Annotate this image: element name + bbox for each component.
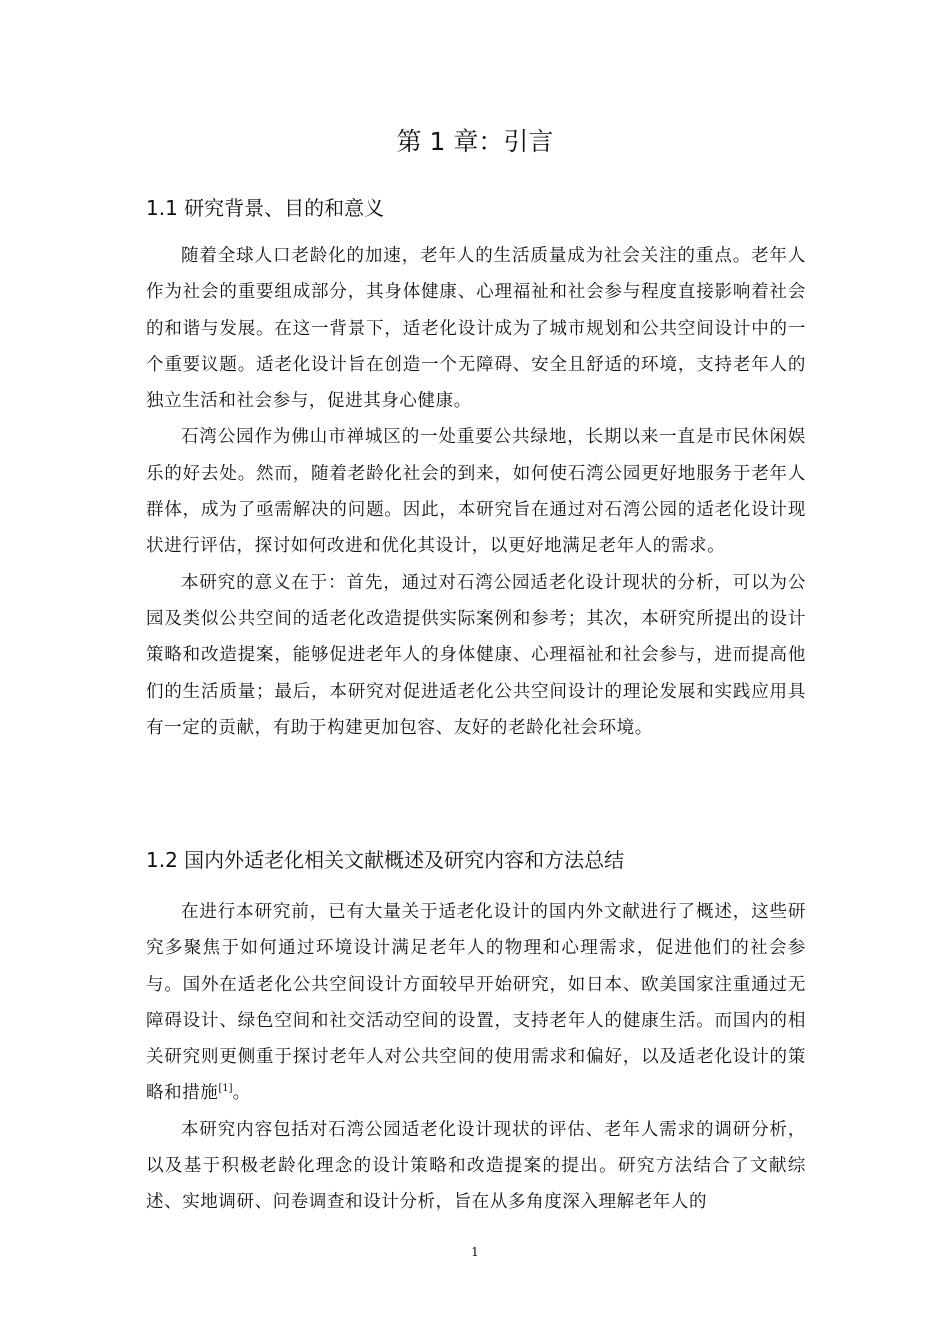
paragraph-literature-review — [146, 894, 806, 1112]
chapter-title: 第 1 章：引言 — [396, 127, 554, 156]
section-1-2-body — [146, 894, 806, 1221]
section-heading-1-2: 1.2 国内外适老化相关文献概述及研究内容和方法总结 — [146, 848, 625, 872]
page-number: 1 — [471, 1245, 479, 1259]
paragraph-shiwan-park: 石湾公园作为佛山市禅城区的一处重要公共绿地，长期以来一直是市民休闲娱乐的好去处。然而，随着老龄化社会的到来，如何使石湾公园更好地服务于老年人群体，成为了亟需解决的问题。因此，本研究旨在通过对石湾公园的适老化设计现状进行评估，探讨如何改进和优化其设计，以更好地满足老年人的需求。 — [146, 427, 806, 557]
section-heading-1-1: 1.1 研究背景、目的和意义 — [146, 196, 385, 220]
paragraph-background: 随着全球人口老龄化的加速，老年人的生活质量成为社会关注的重点。老年人作为社会的重要组成部分，其身体健康、心理福祉和社会参与程度直接影响着社会的和谐与发展。在这一背景下，适老化设计成为了城市规划和公共空间设计中的一个重要议题。适老化设计旨在创造一个无障碍、安全且舒适的环境，支持老年人的独立生活和社会参与，促进其身心健康。 — [146, 246, 806, 412]
paragraph-significance: 本研究的意义在于：首先，通过对石湾公园适老化设计现状的分析，可以为公园及类似公共空间的适老化改造提供实际案例和参考；其次，本研究所提出的设计策略和改造提案，能够促进老年人的身体健康、心理福祉和社会参与，进而提高他们的生活质量；最后，本研究对促进适老化公共空间设计的理论发展和实践应用具有一定的贡献，有助于构建更加包容、友好的老龄化社会环境。 — [146, 572, 806, 738]
paragraph-research-content: 本研究内容包括对石湾公园适老化设计现状的评估、老年人需求的调研分析，以及基于积极老龄化理念的设计策略和改造提案的提出。研究方法结合了文献综述、实地调研、问卷调查和设计分析，旨在从多角度深入理解老年人的 — [146, 1119, 806, 1213]
paragraph-literature-review-end: 。 — [232, 1083, 251, 1104]
section-1-1-body — [146, 238, 806, 746]
citation-reference[interactable]: [1] — [218, 1083, 233, 1095]
paragraph-literature-review-text: 在进行本研究前，已有大量关于适老化设计的国内外文献进行了概述，这些研究多聚焦于如何通过环境设计满足老年人的物理和心理需求，促进他们的社会参与。国外在适老化公共空间设计方面较早开始研究，如日本、欧美国家注重通过无障碍设计、绿色空间和社交活动空间的设置，支持老年人的健康生活。而国内的相关研究则更侧重于探讨老年人对公共空间的使用需求和偏好，以及适老化设计的策略和措施 — [146, 902, 806, 1104]
